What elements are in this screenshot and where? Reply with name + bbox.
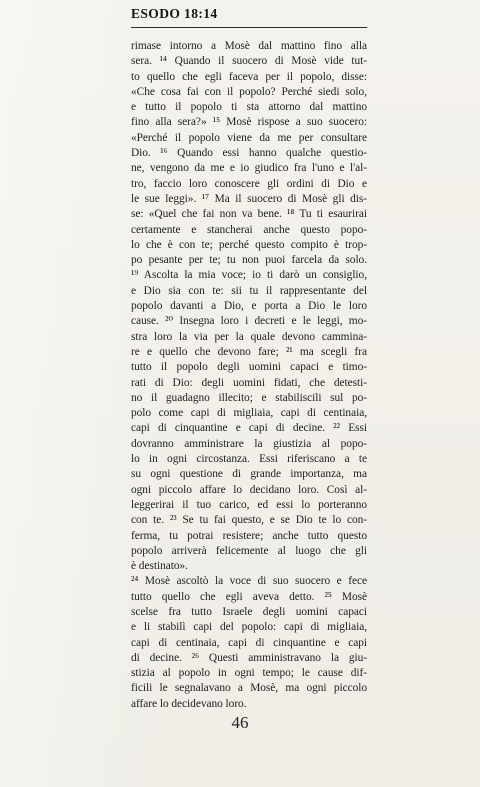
text-line: capi di cinquantine e capi di decine. ²² Essi bbox=[131, 422, 367, 435]
text-line: Dio. ¹⁶ Quando essi hanno qualche questio- bbox=[131, 147, 367, 160]
text-line: leggerirai il tuo carico, ed essi lo porteranno bbox=[131, 498, 367, 511]
text-line: ²⁴ Mosè ascoltò la voce di suo suocero e fece bbox=[131, 575, 367, 588]
text-line: ne, vengono da me e io giudico fra l'uno e l'al- bbox=[131, 162, 367, 175]
text-line: di decine. ²⁶ Questi amministravano la giu- bbox=[131, 651, 367, 664]
text-line: «Che cosa fai con il popolo? Perché siedi solo, bbox=[131, 85, 367, 98]
text-line: fino alla sera?» ¹⁵ Mosè rispose a suo suocero: bbox=[131, 116, 367, 129]
text-line: tutto il popolo degli uomini capaci e timo- bbox=[131, 361, 367, 374]
page-number: 46 bbox=[231, 713, 249, 732]
text-line: affare lo decidevano loro. bbox=[131, 697, 247, 710]
text-line: con te. ²³ Se tu fai questo, e se Dio te lo con- bbox=[131, 514, 367, 527]
text-line: e tutto il popolo ti sta attorno dal mattino bbox=[131, 101, 367, 114]
text-line: è destinato». bbox=[131, 560, 188, 573]
header-rule bbox=[131, 27, 367, 28]
text-line: scelse fra tutto Israele degli uomini capaci bbox=[131, 605, 367, 618]
text-line: su ogni questione di grande importanza, ma bbox=[131, 468, 367, 481]
scripture-text-block bbox=[131, 39, 367, 712]
text-line: stizia al popolo in ogni tempo; le cause dif- bbox=[131, 667, 367, 680]
text-line: ¹⁹ Ascolta la mia voce; io ti darò un consiglio, bbox=[131, 269, 367, 282]
text-line: certamente e stancherai anche questo popo- bbox=[131, 223, 367, 236]
text-line: ficili le segnalavano a Mosè, ma ogni piccolo bbox=[131, 682, 367, 695]
text-line: polo come capi di migliaia, capi di centinaia, bbox=[131, 407, 367, 420]
text-line: rimase intorno a Mosè dal mattino fino alla bbox=[131, 40, 367, 52]
text-line: tutto quello che egli aveva detto. ²⁵ Mosè bbox=[131, 590, 367, 603]
text-line: rati di Dio: degli uomini fidati, che detesti- bbox=[131, 376, 367, 389]
running-header-title: ESODO 18:14 bbox=[131, 6, 218, 21]
text-line: tro, faccio loro conoscere gli ordini di Dio e bbox=[131, 177, 367, 190]
text-line: «Perché il popolo viene da me per consultare bbox=[131, 131, 367, 144]
text-line: dovranno amministrare la giustizia al popo- bbox=[131, 437, 367, 450]
text-line: ferma, tu potrai resistere; anche tutto questo bbox=[131, 529, 367, 542]
text-line: to quello che egli faceva per il popolo, disse: bbox=[131, 70, 367, 83]
text-line: ogni piccolo affare lo decidano loro. Così al- bbox=[131, 483, 367, 496]
text-line: popolo davanti a Dio, e porta a Dio le loro bbox=[131, 300, 367, 313]
text-line: capi di centinaia, capi di cinquantine e capi bbox=[131, 636, 367, 649]
text-line: lo in ogni circostanza. Essi riferiscano a te bbox=[131, 453, 367, 466]
text-line: re e quello che devono fare; ²¹ ma scegli fra bbox=[131, 345, 367, 358]
text-line: cause. ²⁰ Insegna loro i decreti e le leggi, mo- bbox=[131, 315, 367, 328]
text-line: se: «Quel che fai non va bene. ¹⁸ Tu ti esaurirai bbox=[131, 208, 367, 221]
text-line: sera. ¹⁴ Quando il suocero di Mosè vide tut- bbox=[131, 55, 367, 68]
text-line: e Dio sia con te: sii tu il rappresentante del bbox=[131, 284, 367, 297]
text-line: lo che è con te; perché questo compito è trop- bbox=[131, 238, 367, 251]
text-line: popolo arriverà felicemente al luogo che gli bbox=[131, 544, 367, 557]
text-line: po pesante per te; tu non puoi farcela da solo. bbox=[131, 254, 367, 267]
text-line: stra loro la via per la quale devono cammina- bbox=[131, 330, 367, 343]
text-line: le sue leggi». ¹⁷ Ma il suocero di Mosè gli dis- bbox=[131, 192, 367, 205]
text-line: no il guadagno illecito; e stabiliscili sul po- bbox=[131, 391, 367, 404]
text-line: e li stabilì capi del popolo: capi di migliaia, bbox=[131, 621, 367, 634]
